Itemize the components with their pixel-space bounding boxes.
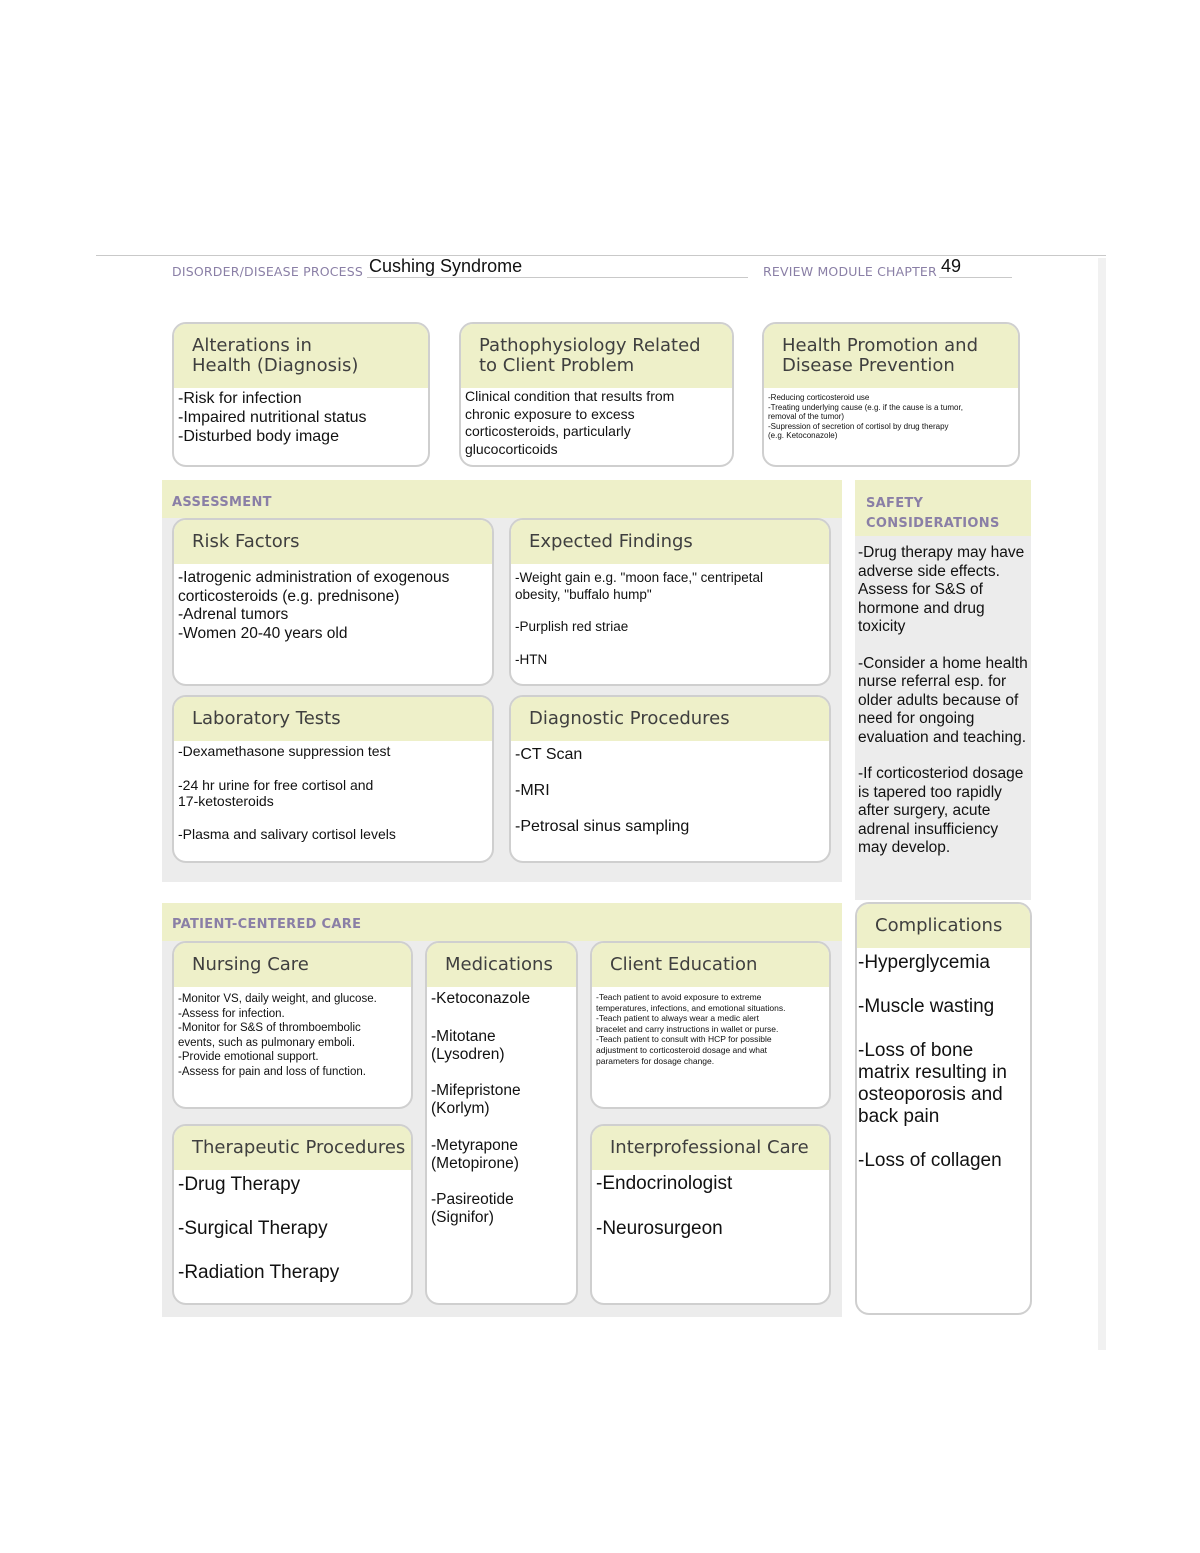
chapter-underline [939,277,1012,278]
list-item: -Endocrinologist [596,1173,733,1194]
alterations-title: Alterations in Health (Diagnosis) [174,324,428,388]
client-education-body [592,987,829,1066]
disorder-value: Cushing Syndrome [369,256,523,276]
list-item: -Plasma and salivary cortisol levels [178,825,396,842]
risk-factors-text: -Iatrogenic administration of exogenous corticosteroids (e.g. prednisone) -Adrenal tumors -Women 20-40 years old [178,569,450,642]
complications-body [857,948,1030,1172]
nursing-care-card [172,941,413,1109]
list-item: -Surgical Therapy [178,1218,328,1239]
list-item: -MRI [515,782,550,799]
list-item: -Consider a home health nurse referral esp. for older adults because of need for ongoing evaluation and teaching. [858,654,1028,746]
list-item: -Mitotane (Lysodren) [431,1028,505,1063]
list-item: -If corticosteriod dosage is tapered too rapidly after surgery, acute adrenal insufficiency may develop. [858,765,1024,856]
expected-findings-title: Expected Findings [511,520,829,564]
diagnostic-procedures-title: Diagnostic Procedures [511,697,829,741]
chapter-label: REVIEW MODULE CHAPTER [763,264,937,279]
patient-care-title: PATIENT-CENTERED CARE [172,917,362,932]
list-item: -Ketoconazole [431,990,531,1007]
safety-body [858,544,1030,876]
list-item: -Risk for infection [178,390,302,407]
list-item: -Purplish red striae [515,619,629,634]
chapter-value: 49 [941,256,962,276]
interprofessional-care-title: Interprofessional Care [592,1126,829,1170]
risk-factors-body [174,564,492,643]
list-item: -Weight gain e.g. "moon face," centripetal obesity, "buffalo hump" [515,570,763,602]
alterations-card [172,322,430,467]
laboratory-tests-body [174,741,492,842]
health-promotion-title: Health Promotion and Disease Prevention [764,324,1018,388]
pathophysiology-card [459,322,734,467]
list-item: -Dexamethasone suppression test [178,743,391,759]
list-item: -Petrosal sinus sampling [515,818,690,835]
laboratory-tests-title: Laboratory Tests [174,697,492,741]
list-item: -24 hr urine for free cortisol and 17-ketosteroids [178,776,374,809]
pathophysiology-text: Clinical condition that results from chronic exposure to excess corticosteroids, particularly glucocorticoids [465,388,675,457]
nursing-care-body [174,987,411,1079]
list-item: -Loss of bone matrix resulting in osteoporosis and back pain [858,1040,1007,1127]
right-edge-shadow [1098,258,1106,1350]
expected-findings-card [509,518,831,686]
list-item: -Loss of collagen [858,1150,1002,1171]
pathophysiology-title: Pathophysiology Related to Client Problem [461,324,732,388]
complications-title: Complications [857,904,1030,948]
health-promotion-text: -Reducing corticosteroid use -Treating underlying cause (e.g. if the cause is a tumor, removal of the tumor) -Supression of secretion of cortisol by drug therapy (e.g. Ketoconazole) [768,393,963,440]
list-item: -Pasireotide (Signifor) [431,1191,514,1226]
list-item: -Impaired nutritional status [178,409,367,426]
diagnostic-procedures-card [509,695,831,863]
list-item: -Metyrapone (Metopirone) [431,1137,519,1172]
list-item: -Drug therapy may have adverse side effects. Assess for S&S of hormone and drug toxicity [858,544,1025,635]
list-item: -Neurosurgeon [596,1218,723,1239]
interprofessional-care-card [590,1124,831,1305]
expected-findings-body [511,564,829,668]
client-education-card [590,941,831,1109]
disorder-label: DISORDER/DISEASE PROCESS [172,264,364,279]
list-item: -CT Scan [515,746,583,763]
safety-title: SAFETY CONSIDERATIONS [866,496,1000,531]
risk-factors-title: Risk Factors [174,520,492,564]
pathophysiology-body [461,388,732,458]
therapeutic-procedures-card [172,1124,413,1305]
list-item: -Drug Therapy [178,1174,301,1195]
assessment-title: ASSESSMENT [172,495,272,510]
health-promotion-card [762,322,1020,467]
nursing-care-title: Nursing Care [174,943,411,987]
diagnostic-procedures-body [511,741,829,836]
health-promotion-body [764,388,1018,441]
therapeutic-procedures-body [174,1170,411,1284]
list-item: -Disturbed body image [178,428,339,445]
nursing-care-text: -Monitor VS, daily weight, and glucose. -Assess for infection. -Monitor for S&S of thromboembolic events, such as pulmonary emboli. -Provide emotional support. -Assess for pain and loss of function. [178,993,377,1078]
complications-card [855,902,1032,1315]
medications-body [427,987,576,1227]
list-item: -Mifepristone (Korlym) [431,1082,521,1117]
interprofessional-care-body [592,1170,829,1240]
therapeutic-procedures-title: Therapeutic Procedures [174,1126,411,1170]
list-item: -Radiation Therapy [178,1262,340,1283]
medications-card [425,941,578,1305]
list-item: -Muscle wasting [858,996,995,1017]
risk-factors-card [172,518,494,686]
client-education-title: Client Education [592,943,829,987]
medications-title: Medications [427,943,576,987]
disorder-underline [367,277,748,278]
list-item: -Hyperglycemia [858,952,990,973]
alterations-body [174,388,428,446]
laboratory-tests-card [172,695,494,863]
list-item: -HTN [515,651,548,667]
client-education-text: -Teach patient to avoid exposure to extreme temperatures, infections, and emotional situations. -Teach patient to always wear a medic alert bracelet and carry instructions in wallet or purse. -Teach patient to consult with HCP for possible adjustment to corticosteroid dosage and what parameters for dosage change. [596,992,786,1066]
